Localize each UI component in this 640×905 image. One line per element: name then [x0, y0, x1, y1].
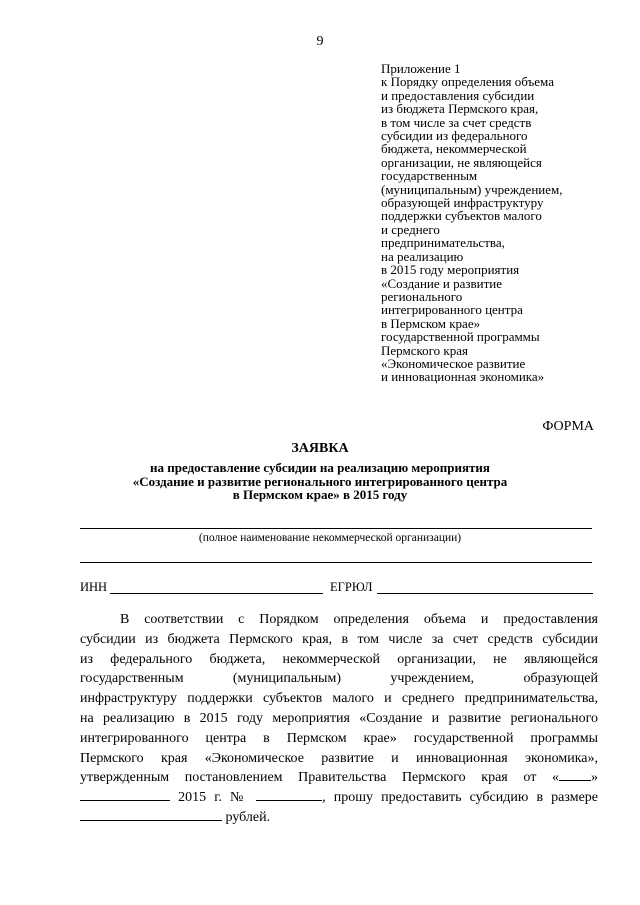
inn-label: ИНН [80, 580, 108, 594]
subtitle-line: на предоставление субсидии на реализацию мероприятия [150, 460, 490, 475]
inn-field[interactable] [110, 593, 323, 594]
appendix-line: государственной программы [381, 329, 540, 345]
appendix-line: в том числе за счет средств [381, 114, 532, 130]
body-line: В соответствии с Порядком определения объема и предоставления [120, 612, 598, 627]
appendix-line: бюджета, некоммерческой [381, 141, 527, 157]
body-line-number [80, 788, 598, 808]
org-name-field-line-2[interactable] [80, 562, 592, 563]
appendix-line: «Создание и развитие [381, 275, 503, 291]
appendix-line: организации, не являющейся [381, 154, 542, 170]
body-line: инфраструктуру поддержки субъектов малого и среднего предпринимательства, [80, 691, 598, 707]
form-label: ФОРМА [542, 419, 594, 434]
appendix-line: и предоставления субсидии [381, 87, 535, 103]
appendix-line: поддержки субъектов малого [381, 208, 542, 224]
appendix-line: и среднего [381, 221, 440, 237]
appendix-line: регионального [381, 288, 463, 304]
body-line: интегрированного центра в Пермском крае» государственной программы [80, 730, 598, 746]
appendix-line: (муниципальным) учреждением, [381, 181, 563, 197]
org-name-caption: (полное наименование некоммерческой организации) [198, 532, 462, 544]
body-line: государственным (муниципальным) учреждением, образующей [80, 671, 598, 687]
body-line10-text: , прошу предоставить субсидию в размере [322, 790, 599, 806]
body-line: из федерального бюджета, некоммерческой организации, не являющейся [80, 651, 598, 667]
egrul-label: ЕГРЮЛ [330, 580, 373, 594]
body-line9-text: утвержденным постановлением Правительства Пермского края от « [80, 770, 559, 786]
appendix-line: субсидии из федерального [381, 128, 528, 144]
resolution-number-field[interactable] [256, 788, 322, 801]
body-line: на реализацию в 2015 году мероприятия «Создание и развитие регионального [80, 710, 598, 726]
appendix-line: «Экономическое развитие [381, 355, 526, 371]
inn-egrul-row [80, 580, 600, 596]
body-line: субсидии из бюджета Пермского края, в том числе за счет средств субсидии [80, 631, 598, 647]
subtitle-line: в Пермском крае» в 2015 году [232, 487, 408, 503]
appendix-line: интегрированного центра [381, 302, 523, 318]
appendix-line: предпринимательства, [381, 235, 505, 251]
body-line-date [80, 768, 598, 788]
appendix-line: Приложение 1 [381, 61, 461, 76]
body-line10-year: 2015 г. № [178, 790, 249, 806]
document-title: ЗАЯВКА [291, 441, 349, 456]
month-field[interactable] [80, 788, 170, 801]
subtitle-line: «Создание и развитие регионального интегрированного центра [132, 473, 508, 489]
document-subtitle [60, 461, 580, 502]
appendix-line: на реализацию [381, 248, 464, 264]
body-line-amount [80, 808, 598, 828]
org-name-field-line[interactable] [80, 528, 592, 529]
application-body [80, 610, 598, 828]
appendix-line: и инновационная экономика» [381, 369, 545, 385]
day-field[interactable] [559, 768, 591, 781]
appendix-line: в Пермском крае» [381, 315, 481, 331]
page-number: 9 [316, 34, 324, 49]
appendix-header [381, 62, 621, 384]
appendix-line: в 2015 году мероприятия [381, 262, 520, 278]
body-line9-close: » [591, 770, 598, 786]
appendix-line: образующей инфраструктуру [381, 195, 544, 211]
body-line: Пермского края «Экономическое развитие и инновационная экономика», [80, 750, 598, 766]
appendix-line: из бюджета Пермского края, [381, 101, 539, 117]
egrul-field[interactable] [377, 593, 593, 594]
appendix-line: к Порядку определения объема [381, 74, 554, 90]
amount-field[interactable] [80, 808, 222, 821]
body-line11-text: рублей. [225, 809, 271, 825]
appendix-line: Пермского края [381, 342, 468, 358]
appendix-line: государственным [381, 168, 478, 184]
